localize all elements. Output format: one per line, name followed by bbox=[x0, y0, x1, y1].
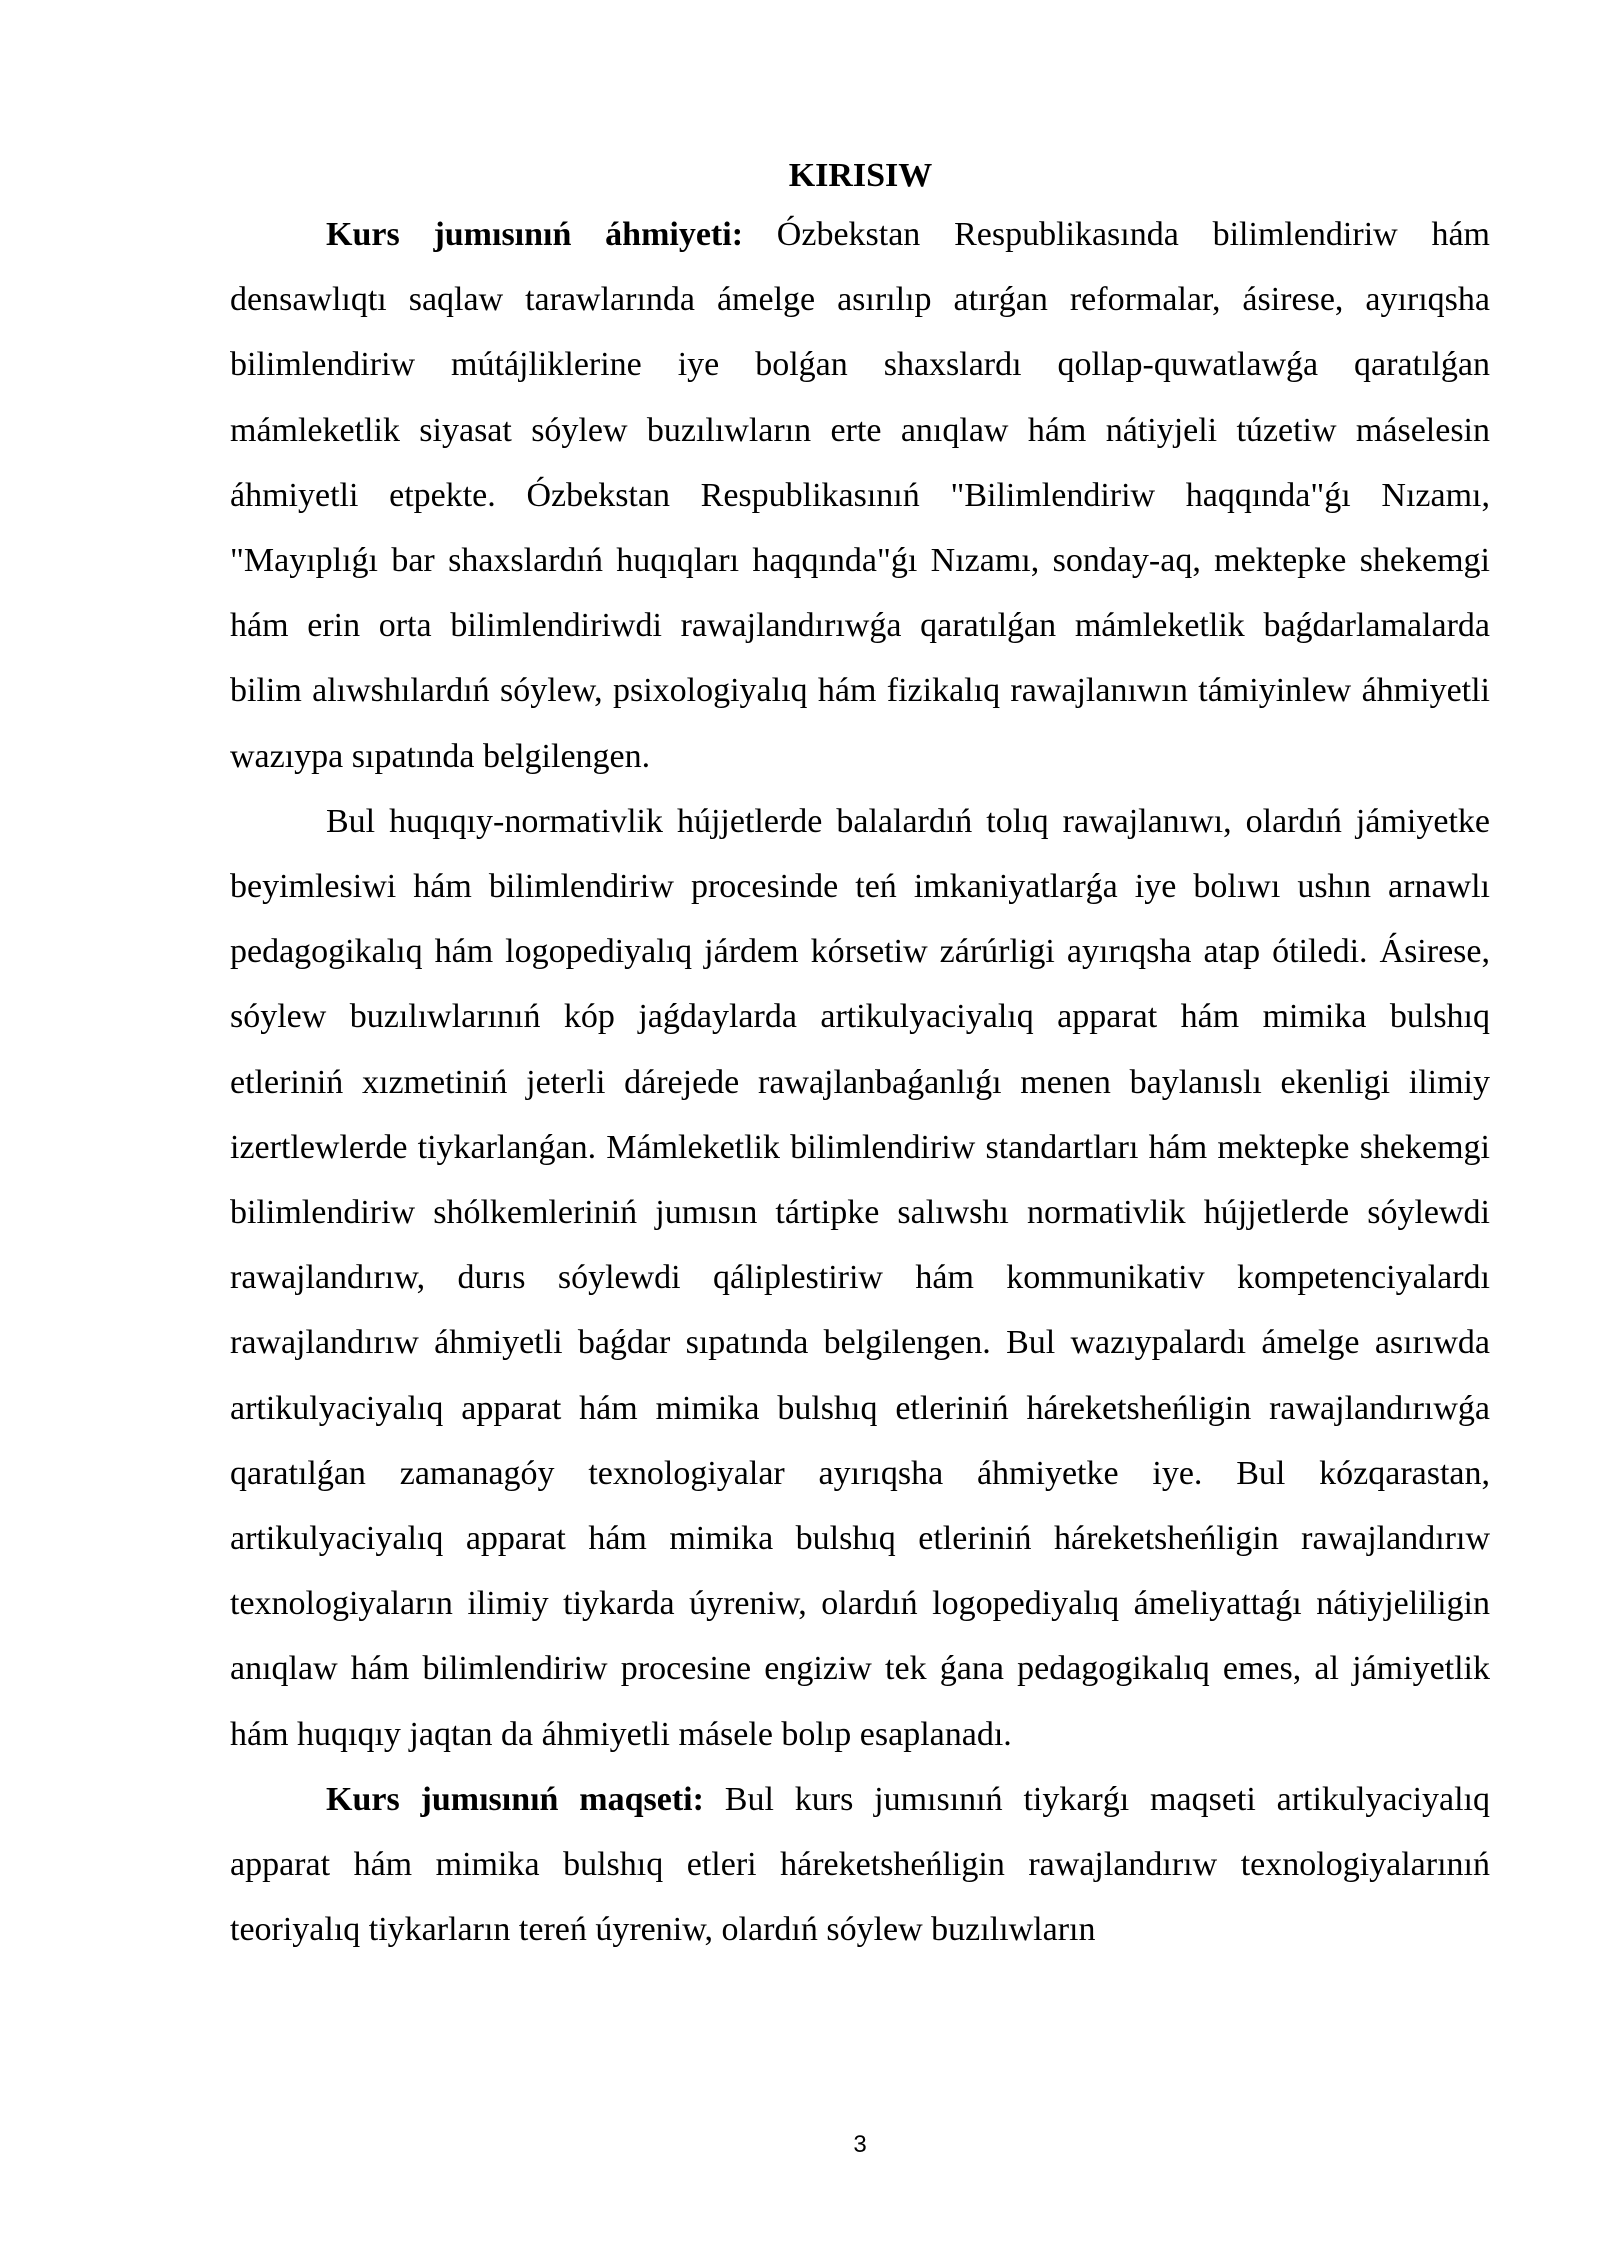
paragraph-importance bbox=[230, 202, 1490, 789]
paragraph-legal-basis bbox=[230, 789, 1490, 1767]
paragraph-text: Ózbekstan Respublikasında bilimlendiriw hám densawlıqtı saqlaw tarawlarında ámelge asırılıp atırǵan reformalar, ásirese, ayırıqsha bilimlendiriw mútájliklerine iye bolǵan shaxslardı qollap-quwatlawǵa qaratılǵan mámleketlik siyasat sóylew buzılıwların erte anıqlaw hám nátiyjeli túzetiw máselesin áhmiyetli etpekte. Ózbekstan Respublikasınıń "Bilimlendiriw haqqında"ǵı Nızamı, "Mayıplıǵı bar shaxslardıń huqıqları haqqında"ǵı Nızamı, sonday-aq, mektepke shekemgi hám erin orta bilimlendiriwdi rawajlandırıwǵa qaratılǵan mámleketlik baǵdarlamalarda bilim alıwshılardıń sóylew, psixologiyalıq hám fizikalıq rawajlanıwın támiyinlew áhmiyetli wazıypa sıpatında belgilengen. bbox=[230, 216, 1490, 775]
paragraph-text: Bul huqıqıy-normativlik hújjetlerde balalardıń tolıq rawajlanıwı, olardıń jámiyetke beyimlesiwi hám bilimlendiriw procesinde teń imkaniyatlarǵa iye bolıwı ushın arnawlı pedagogikalıq hám logopediyalıq járdem kórsetiw zárúrligi ayırıqsha atap ótiledi. Ásirese, sóylew buzılıwlarınıń kóp jaǵdaylarda artikulyaciyalıq apparat hám mimika bulshıq etleriniń xızmetiniń jeterli dárejede rawajlanbaǵanlıǵı menen baylanıslı ekenligi ilimiy izertlewlerde tiykarlanǵan. Mámleketlik bilimlendiriw standartları hám mektepke shekemgi bilimlendiriw shólkemleriniń jumısın tártipke salıwshı normativlik hújjetlerde sóylewdi rawajlandırıw, durıs sóylewdi qáliplestiriw hám kommunikativ kompetenciyalardı rawajlandırıw áhmiyetli baǵdar sıpatında belgilengen. Bul wazıypalardı ámelge asırıwda artikulyaciyalıq apparat hám mimika bulshıq etleriniń háreketsheńligin rawajlandırıwǵa qaratılǵan zamanagóy texnologiyalar ayırıqsha áhmiyetke iye. Bul kózqarastan, artikulyaciyalıq apparat hám mimika bulshıq etleriniń háreketsheńligin rawajlandırıw texnologiyaların ilimiy tiykarda úyreniw, olardıń logopediyalıq ámeliyattaǵı nátiyjeliligin anıqlaw hám bilimlendiriw procesine engiziw tek ǵana pedagogikalıq emes, al jámiyetlik hám huqıqıy jaqtan da áhmiyetli másele bolıp esaplanadı. bbox=[230, 802, 1490, 1753]
paragraph-lead: Kurs jumısınıń áhmiyeti: bbox=[326, 216, 744, 253]
paragraph-text: Bul kurs jumısınıń tiykarǵı maqseti artikulyaciyalıq apparat hám mimika bulshıq etleri háreketsheńligin rawajlandırıw texnologiyalarınıń teoriyalıq tiykarların tereń úyreniw, olardıń sóylew buzılıwların bbox=[230, 1780, 1490, 1949]
document-body bbox=[230, 150, 1490, 1962]
page-number: 3 bbox=[853, 2131, 867, 2158]
paragraph-goal bbox=[230, 1767, 1490, 1963]
page-title: KIRISIW bbox=[788, 157, 933, 194]
paragraph-lead: Kurs jumısınıń maqseti: bbox=[326, 1780, 704, 1818]
